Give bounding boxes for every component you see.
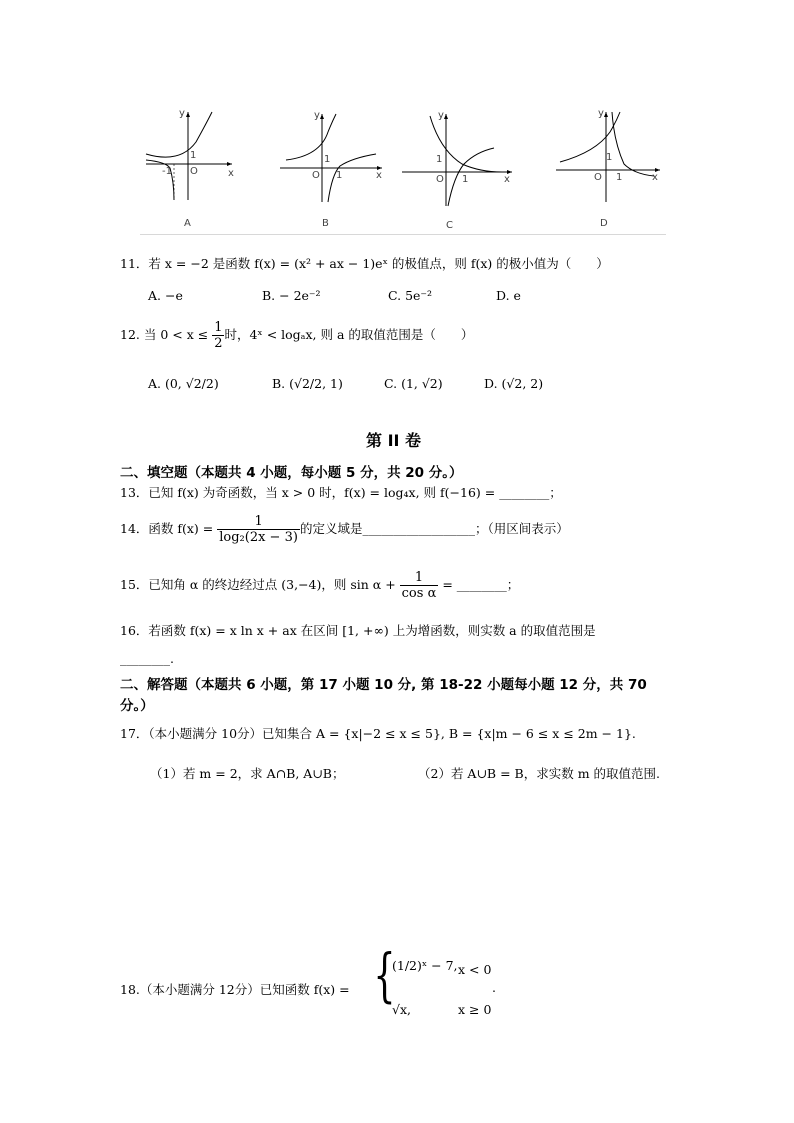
tick-one-label: 1 [462, 174, 469, 185]
axis-y-label: y [314, 110, 320, 121]
q11-option-a: A. −e [148, 288, 183, 303]
q11-option-c: C. 5e⁻² [388, 288, 433, 303]
q11-option-d: D. e [496, 288, 521, 303]
axis-x-label: x [228, 168, 234, 179]
q12-option-b: B. (√2/2, 1) [272, 376, 343, 391]
tick-one-label: 1 [616, 172, 623, 183]
question-text: 时，4ˣ < logₐx, 则 a 的取值范围是（ ） [224, 327, 474, 342]
axis-x-label: x [376, 170, 382, 181]
part-title: 第 II 卷 [366, 431, 422, 450]
question-16: 16．若函数 f(x) = x ln x + ax 在区间 [1, +∞) 上为增函数，则实数 a 的取值范围是 [120, 623, 596, 638]
question-text: 的定义域是__________________；（用区间表示） [299, 521, 569, 536]
question-number: 12. [120, 327, 144, 342]
question-17-part-1: （1）若 m = 2，求 A∩B, A∪B； [150, 766, 345, 781]
piecewise-brace: { [373, 941, 396, 1009]
piecewise-case-2-cond: x ≥ 0 [458, 1002, 492, 1017]
q12-option-a: A. (0, √2/2) [148, 376, 219, 391]
question-16-answer-blank: ________. [120, 651, 174, 666]
section-heading-solutions-cont: 分。） [120, 698, 154, 714]
q12-option-d: D. (√2, 2) [484, 376, 544, 391]
question-15 [120, 570, 519, 601]
tick-one-label: 1 [190, 150, 197, 161]
question-18-period: . [492, 980, 496, 995]
fraction [212, 320, 224, 351]
question-14 [120, 514, 569, 545]
graph-option-label: A [184, 218, 191, 229]
origin-label: O [190, 166, 198, 177]
origin-label: O [594, 172, 602, 183]
tick-one-label: 1 [436, 154, 443, 165]
question-13: 13．已知 f(x) 为奇函数，当 x > 0 时，f(x) = log₄x, 则 f(−16) = ________； [120, 485, 562, 500]
fraction-numerator: 1 [400, 570, 439, 586]
graph-c [402, 114, 512, 206]
function-graphs [140, 102, 666, 234]
piecewise-case-1-expr: (1/2)ˣ − 7, [392, 958, 458, 973]
graph-options-strip [140, 102, 666, 235]
question-text: 15．已知角 α 的终边经过点 (3,−4)，则 sin α + [120, 577, 400, 592]
fraction-denominator: log₂(2x − 3) [219, 530, 298, 545]
question-number: 11． [120, 256, 149, 271]
fraction-numerator: 1 [214, 320, 223, 335]
tick-neg-one-label: -1 [162, 166, 172, 177]
axis-x-label: x [504, 174, 510, 185]
question-17: 17．（本小题满分 10分）已知集合 A = {x|−2 ≤ x ≤ 5}, B = {x|m − 6 ≤ x ≤ 2m − 1}. [120, 726, 636, 741]
question-12 [120, 320, 473, 351]
fraction-numerator: 1 [217, 514, 300, 530]
graph-option-label: C [446, 220, 453, 231]
axis-y-label: y [438, 110, 444, 121]
axis-x-label: x [652, 172, 658, 183]
fraction [217, 514, 300, 545]
tick-one-label: 1 [606, 152, 613, 163]
axis-y-label: y [179, 108, 185, 119]
question-text: 当 0 < x ≤ [143, 327, 213, 342]
question-text: 若 x = −2 是函数 f(x) = (x² + ax − 1)eˣ 的极值点，则 f(x) 的极小值为（ ） [148, 256, 609, 271]
question-17-part-2: （2）若 A∪B = B，求实数 m 的取值范围. [418, 766, 660, 781]
axis-y-label: y [598, 108, 604, 119]
fraction-denominator: cos α [401, 586, 437, 601]
piecewise-case-2-expr: √x, [392, 1002, 411, 1017]
tick-one-label: 1 [324, 154, 331, 165]
question-text: = ________； [438, 577, 520, 592]
graph-b [280, 114, 382, 202]
section-heading-solutions: 二、解答题（本题共 6 小题，第 17 小题 10 分, 第 18-22 小题每小题 12 分，共 70 [120, 677, 647, 693]
fraction-denominator: 2 [214, 336, 223, 351]
q12-option-c: C. (1, √2) [384, 376, 443, 391]
question-text: 14．函数 f(x) = [120, 521, 218, 536]
origin-label: O [312, 170, 320, 181]
section-heading-fill-in: 二、填空题（本题共 4 小题，每小题 5 分，共 20 分。） [120, 465, 463, 481]
piecewise-case-1-cond: x < 0 [458, 962, 492, 977]
tick-one-label: 1 [336, 170, 343, 181]
q11-option-b: B. − 2e⁻² [262, 288, 321, 303]
question-18: 18.（本小题满分 12分）已知函数 f(x) = [120, 982, 350, 997]
graph-option-label: B [322, 218, 329, 229]
fraction [400, 570, 439, 601]
question-11 [120, 254, 609, 272]
origin-label: O [436, 174, 444, 185]
graph-option-label: D [600, 218, 608, 229]
graph-a [146, 112, 232, 200]
